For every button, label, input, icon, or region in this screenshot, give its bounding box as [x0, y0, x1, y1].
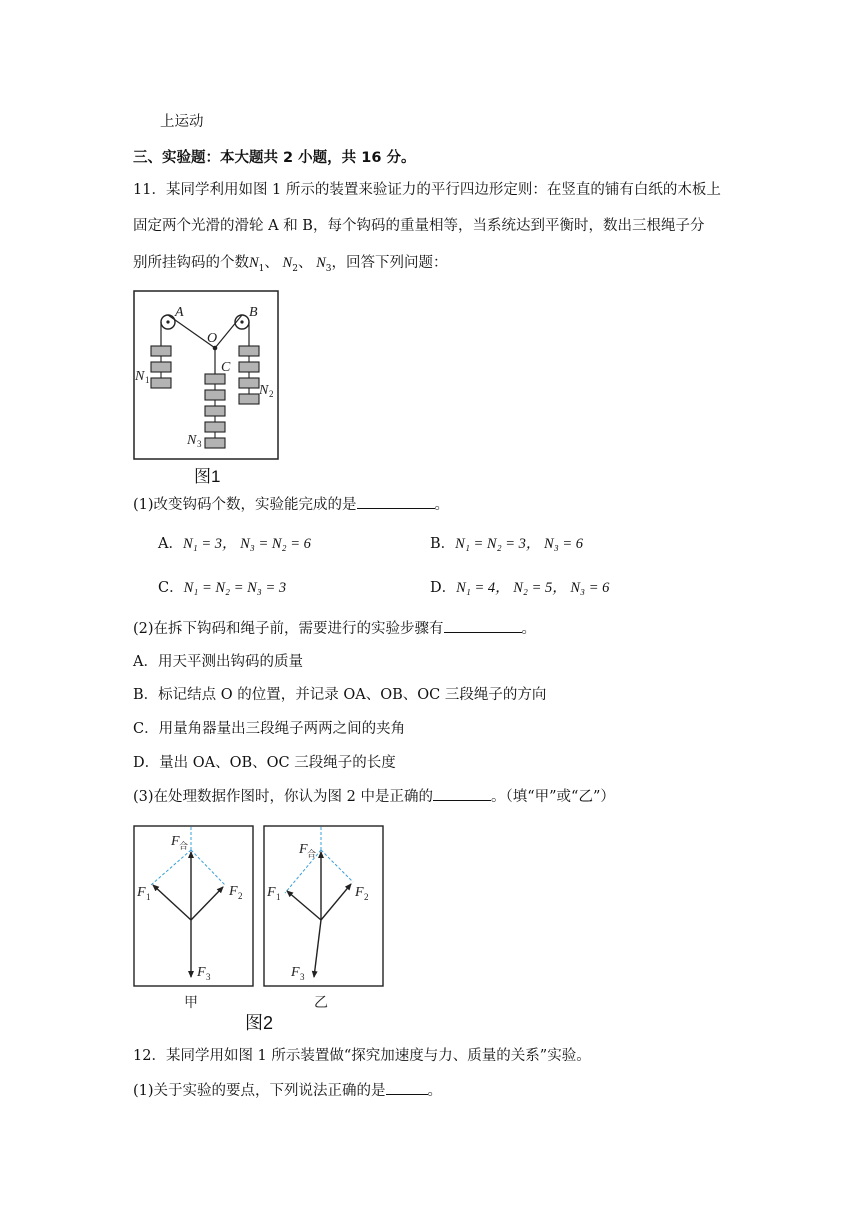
- option-letter: C．: [158, 580, 184, 596]
- q11-stem-line3: 别所挂钩码的个数$N_1$、 $N_2$、 $N_3$，回答下列问题：: [133, 255, 448, 274]
- sub-he-right: 合: [307, 849, 317, 859]
- q11-stem-line1: 11．某同学利用如图 1 所示的装置来验证力的平行四边形定则：在竖直的铺有白纸的木板上: [133, 182, 721, 198]
- label-f1-right: F: [267, 885, 276, 900]
- svg-text:3: 3: [300, 972, 305, 982]
- figure-1-pulley-apparatus: [133, 290, 279, 460]
- sub-he-left: 合: [179, 841, 189, 851]
- q11-part3-prompt-text: (3)在处理数据作图时，你认为图 2 中是正确的: [133, 789, 433, 805]
- q11-part1-prompt-text: (1)改变钩码个数，实验能完成的是: [133, 497, 357, 513]
- label-n2: N: [259, 383, 269, 398]
- q11-part1-prompt: [133, 494, 449, 515]
- figure-1-caption: 图1: [194, 467, 221, 486]
- period: 。: [434, 497, 450, 513]
- period: 。: [521, 621, 537, 637]
- option-text: N₁ = 3， N₃ = N₂ = 6: [182, 536, 311, 552]
- svg-text:1: 1: [145, 375, 150, 385]
- svg-text:3: 3: [197, 439, 202, 449]
- answer-blank-4[interactable]: [386, 1080, 428, 1095]
- figure-2-svg: [133, 825, 385, 1035]
- label-f3-right: F: [291, 965, 300, 980]
- option-text: N₁ = 4， N₂ = 5， N₃ = 6: [456, 580, 610, 596]
- figure-2-force-diagrams: [133, 825, 385, 1035]
- option-letter: A．: [158, 536, 183, 552]
- q12-part1-prompt: [133, 1080, 442, 1101]
- svg-text:2: 2: [364, 892, 369, 902]
- label-a: A: [175, 305, 184, 320]
- q11-p1-option-a[interactable]: [158, 534, 311, 554]
- label-o: O: [207, 331, 218, 346]
- q11-p2-option-a[interactable]: A．用天平测出钩码的质量: [133, 654, 303, 670]
- label-f1-left: F: [137, 885, 146, 900]
- svg-text:2: 2: [269, 389, 274, 399]
- label-n3: N: [187, 433, 197, 448]
- q11-p1-option-b[interactable]: [430, 534, 583, 554]
- q11-p2-option-b[interactable]: B．标记结点 O 的位置，并记录 OA、OB、OC 三段绳子的方向: [133, 687, 547, 703]
- q11-part2-prompt: [133, 618, 536, 639]
- label-f2-left: F: [229, 884, 238, 899]
- label-f2-right: F: [355, 885, 364, 900]
- q11-part2-prompt-text: (2)在拆下钩码和绳子前，需要进行的实验步骤有: [133, 621, 444, 637]
- svg-text:1: 1: [276, 892, 281, 902]
- q11-p2-option-c[interactable]: C．用量角器量出三段绳子两两之间的夹角: [133, 721, 406, 737]
- q11-p2-option-d[interactable]: D．量出 OA、OB、OC 三段绳子的长度: [133, 755, 396, 771]
- section-header: 三、实验题：本大题共 2 小题，共 16 分。: [133, 150, 416, 166]
- q12-stem: 12．某同学用如图 1 所示装置做“探究加速度与力、质量的关系”实验。: [133, 1048, 591, 1064]
- option-letter: D．: [430, 580, 457, 596]
- panel-label-jia: 甲: [184, 995, 198, 1011]
- q11-p1-option-c[interactable]: [158, 578, 286, 598]
- svg-text:3: 3: [206, 972, 211, 982]
- figure-1-svg: [133, 290, 279, 460]
- q11-stem-line3-pre: 别所挂钩码的个数: [133, 255, 249, 271]
- option-text: N₁ = N₂ = N₃ = 3: [183, 580, 287, 596]
- label-c: C: [221, 360, 231, 375]
- q11-part3-suffix: 。（填“甲”或“乙”）: [490, 789, 615, 805]
- q12-part1-prompt-text: (1)关于实验的要点，下列说法正确的是: [133, 1083, 386, 1099]
- label-b: B: [249, 305, 258, 320]
- answer-blank-3[interactable]: [433, 786, 491, 801]
- figure-2-caption: 图2: [245, 1013, 274, 1033]
- label-f3-left: F: [197, 965, 206, 980]
- label-f-he-right: F: [299, 842, 308, 857]
- panel-label-yi: 乙: [314, 995, 328, 1011]
- answer-blank-1[interactable]: [357, 494, 435, 509]
- q11-stem-line3-post: ，回答下列问题：: [331, 255, 448, 271]
- q11-p1-option-d[interactable]: [430, 578, 609, 598]
- continuation-text: 上运动: [160, 114, 204, 130]
- answer-blank-2[interactable]: [444, 618, 522, 633]
- q11-part3-prompt: [133, 786, 615, 807]
- svg-text:1: 1: [146, 892, 151, 902]
- option-letter: B．: [430, 536, 456, 552]
- label-n1: N: [135, 369, 145, 384]
- svg-text:2: 2: [238, 891, 243, 901]
- option-text: N₁ = N₂ = 3， N₃ = 6: [455, 536, 584, 552]
- label-f-he-left: F: [171, 834, 180, 849]
- q11-stem-line2: 固定两个光滑的滑轮 A 和 B，每个钩码的重量相等，当系统达到平衡时，数出三根绳子分: [133, 218, 705, 234]
- period: 。: [427, 1083, 443, 1099]
